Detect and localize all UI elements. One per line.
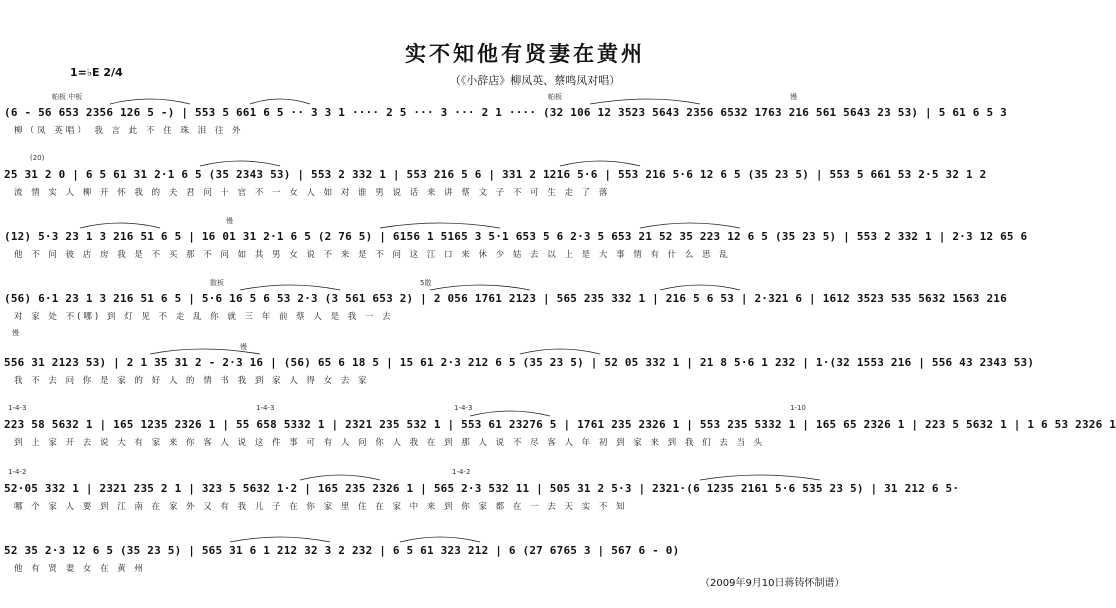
notation-line: 25 31 2 0 | 6 5 61 31 2·1 6 5 (35 2343 53) | 553 2 332 1 | 553 216 5 6 | 331 2 1216 5·6 | 553 216 5·6 12 6 5 (35 23 5) | 553 5 661 53 2·5 32 1 2 [4, 168, 987, 181]
notation-line: (6 - 56 653 2356 126 5 -) | 553 5 661 6 5 ·· 3 3 1 ···· 2 5 ··· 3 ··· 2 1 ···· (32 106 12 3523 5643 2356 6532 1763 216 561 5643 23 53) | 5 61 6 5 3 [4, 106, 1007, 119]
tempo-mark: 帕板 中板 [52, 93, 83, 101]
notation-line: 556 31 2123 53) | 2 1 35 31 2 - 2·3 16 | (56) 65 6 18 5 | 15 61 2·3 212 6 5 (35 23 5) | 52 05 332 1 | 21 8 5·6 1 232 | 1·(32 1553 216 | 556 43 2343 53) [4, 356, 1035, 369]
notation-line: (12) 5·3 23 1 3 216 51 6 5 | 16 01 31 2·1 6 5 (2 76 5) | 6156 1 5165 3 5·1 653 5 6 2·3 5 653 21 52 35 223 12 6 5 (35 23 5) | 553 2 332 1 | 2·3 12 65 6 [4, 230, 1028, 243]
tempo-mark: 帕板 [548, 93, 562, 101]
lyrics-line: 到 上 家 开 去 说 大 有 家 来 你 客 人 说 这 件 事 可 有 人 问 你 人 我 在 到 那 人 说 不 尽 客 人 年 初 到 家 来 到 我 们 去 当 头 [14, 438, 766, 448]
section-mark: 1-10 [790, 404, 806, 412]
score-title: 实不知他有贤妻在黄州 [405, 41, 645, 66]
lyrics-line: 他 不 问 彼 店 房 我 是 不 买 那 不 问 如 其 男 女 说 不 来 是 不 问 这 江 口 来 休 少 姑 去 以 上 是 大 事 情 有 什 么 思 乱 [14, 250, 731, 260]
section-mark: 1-4-3 [8, 404, 27, 412]
key-signature: 1=♭E 2/4 [70, 66, 123, 79]
tempo-mark: 慢 [790, 93, 797, 101]
lyrics-line: 流 情 实 人 柳 开 怀 我 的 夫 君 问 十 官 不 一 女 人 如 对 谁 男 说 话 来 讲 蔡 文 子 不 可 生 走 了 落 [14, 188, 611, 198]
lyrics-line: 柳（凤 英唱） 我 言 此 不 住 珠 泪 往 外 [14, 126, 244, 136]
notation-line: 52·05 332 1 | 2321 235 2 1 | 323 5 5632 1·2 | 165 235 2326 1 | 565 2·3 532 11 | 505 31 2 5·3 | 2321·(6 1235 2161 5·6 535 23 5) | 31 212 6 5· [4, 482, 960, 495]
tempo-mark: 5散 [420, 279, 432, 287]
lyrics-line: 对 家 处 不(哪) 到 灯 见 不 走 乱 你 就 三 年 前 蔡 人 是 我 一 去 [14, 312, 394, 322]
tempo-mark: 慢 [12, 329, 19, 337]
lyrics-line: 哪 个 家 人 要 到 江 南 在 家 外 又 有 我 儿 子 在 你 家 里 住 在 家 中 来 到 你 家 都 在 一 去 天 实 不 知 [14, 502, 628, 512]
section-mark: 1-4-3 [256, 404, 275, 412]
notation-line: 52 35 2·3 12 6 5 (35 23 5) | 565 31 6 1 212 32 3 2 232 | 6 5 61 323 212 | 6 (27 6765 3 | 567 6 - 0) [4, 544, 680, 557]
lyrics-line: 他 有 贤 妻 女 在 黄 州 [14, 564, 146, 574]
notation-line: 223 58 5632 1 | 165 1235 2326 1 | 55 658 5332 1 | 2321 235 532 1 | 553 61 23276 5 | 1761 235 2326 1 | 553 235 5332 1 | 165 65 2326 1 | 223 5 5632 1 | 1 6 53 2326 1 [4, 418, 1116, 431]
tempo-mark: 散板 [210, 279, 224, 287]
section-mark: 1-4-2 [452, 468, 471, 476]
section-mark: (20) [30, 154, 45, 162]
lyrics-line: 我 不 去 问 你 是 家 的 好 人 的 情 书 我 到 家 人 得 女 去 家 [14, 376, 370, 386]
tempo-mark: 慢 [240, 343, 247, 351]
section-mark: 1-4-2 [8, 468, 27, 476]
notation-line: (56) 6·1 23 1 3 216 51 6 5 | 5·6 16 5 6 53 2·3 (3 561 653 2) | 2 056 1761 2123 | 565 235 332 1 | 216 5 6 53 | 2·321 6 | 1612 3523 535 5632 1563 216 [4, 292, 1007, 305]
score-subtitle: （《小辞店》柳凤英、蔡鸣凤对唱） [449, 74, 621, 87]
transcription-credit: （2009年9月10日蒋铸怀制谱） [700, 578, 845, 589]
tempo-mark: 慢 [226, 217, 233, 225]
section-mark: 1-4-3 [454, 404, 473, 412]
